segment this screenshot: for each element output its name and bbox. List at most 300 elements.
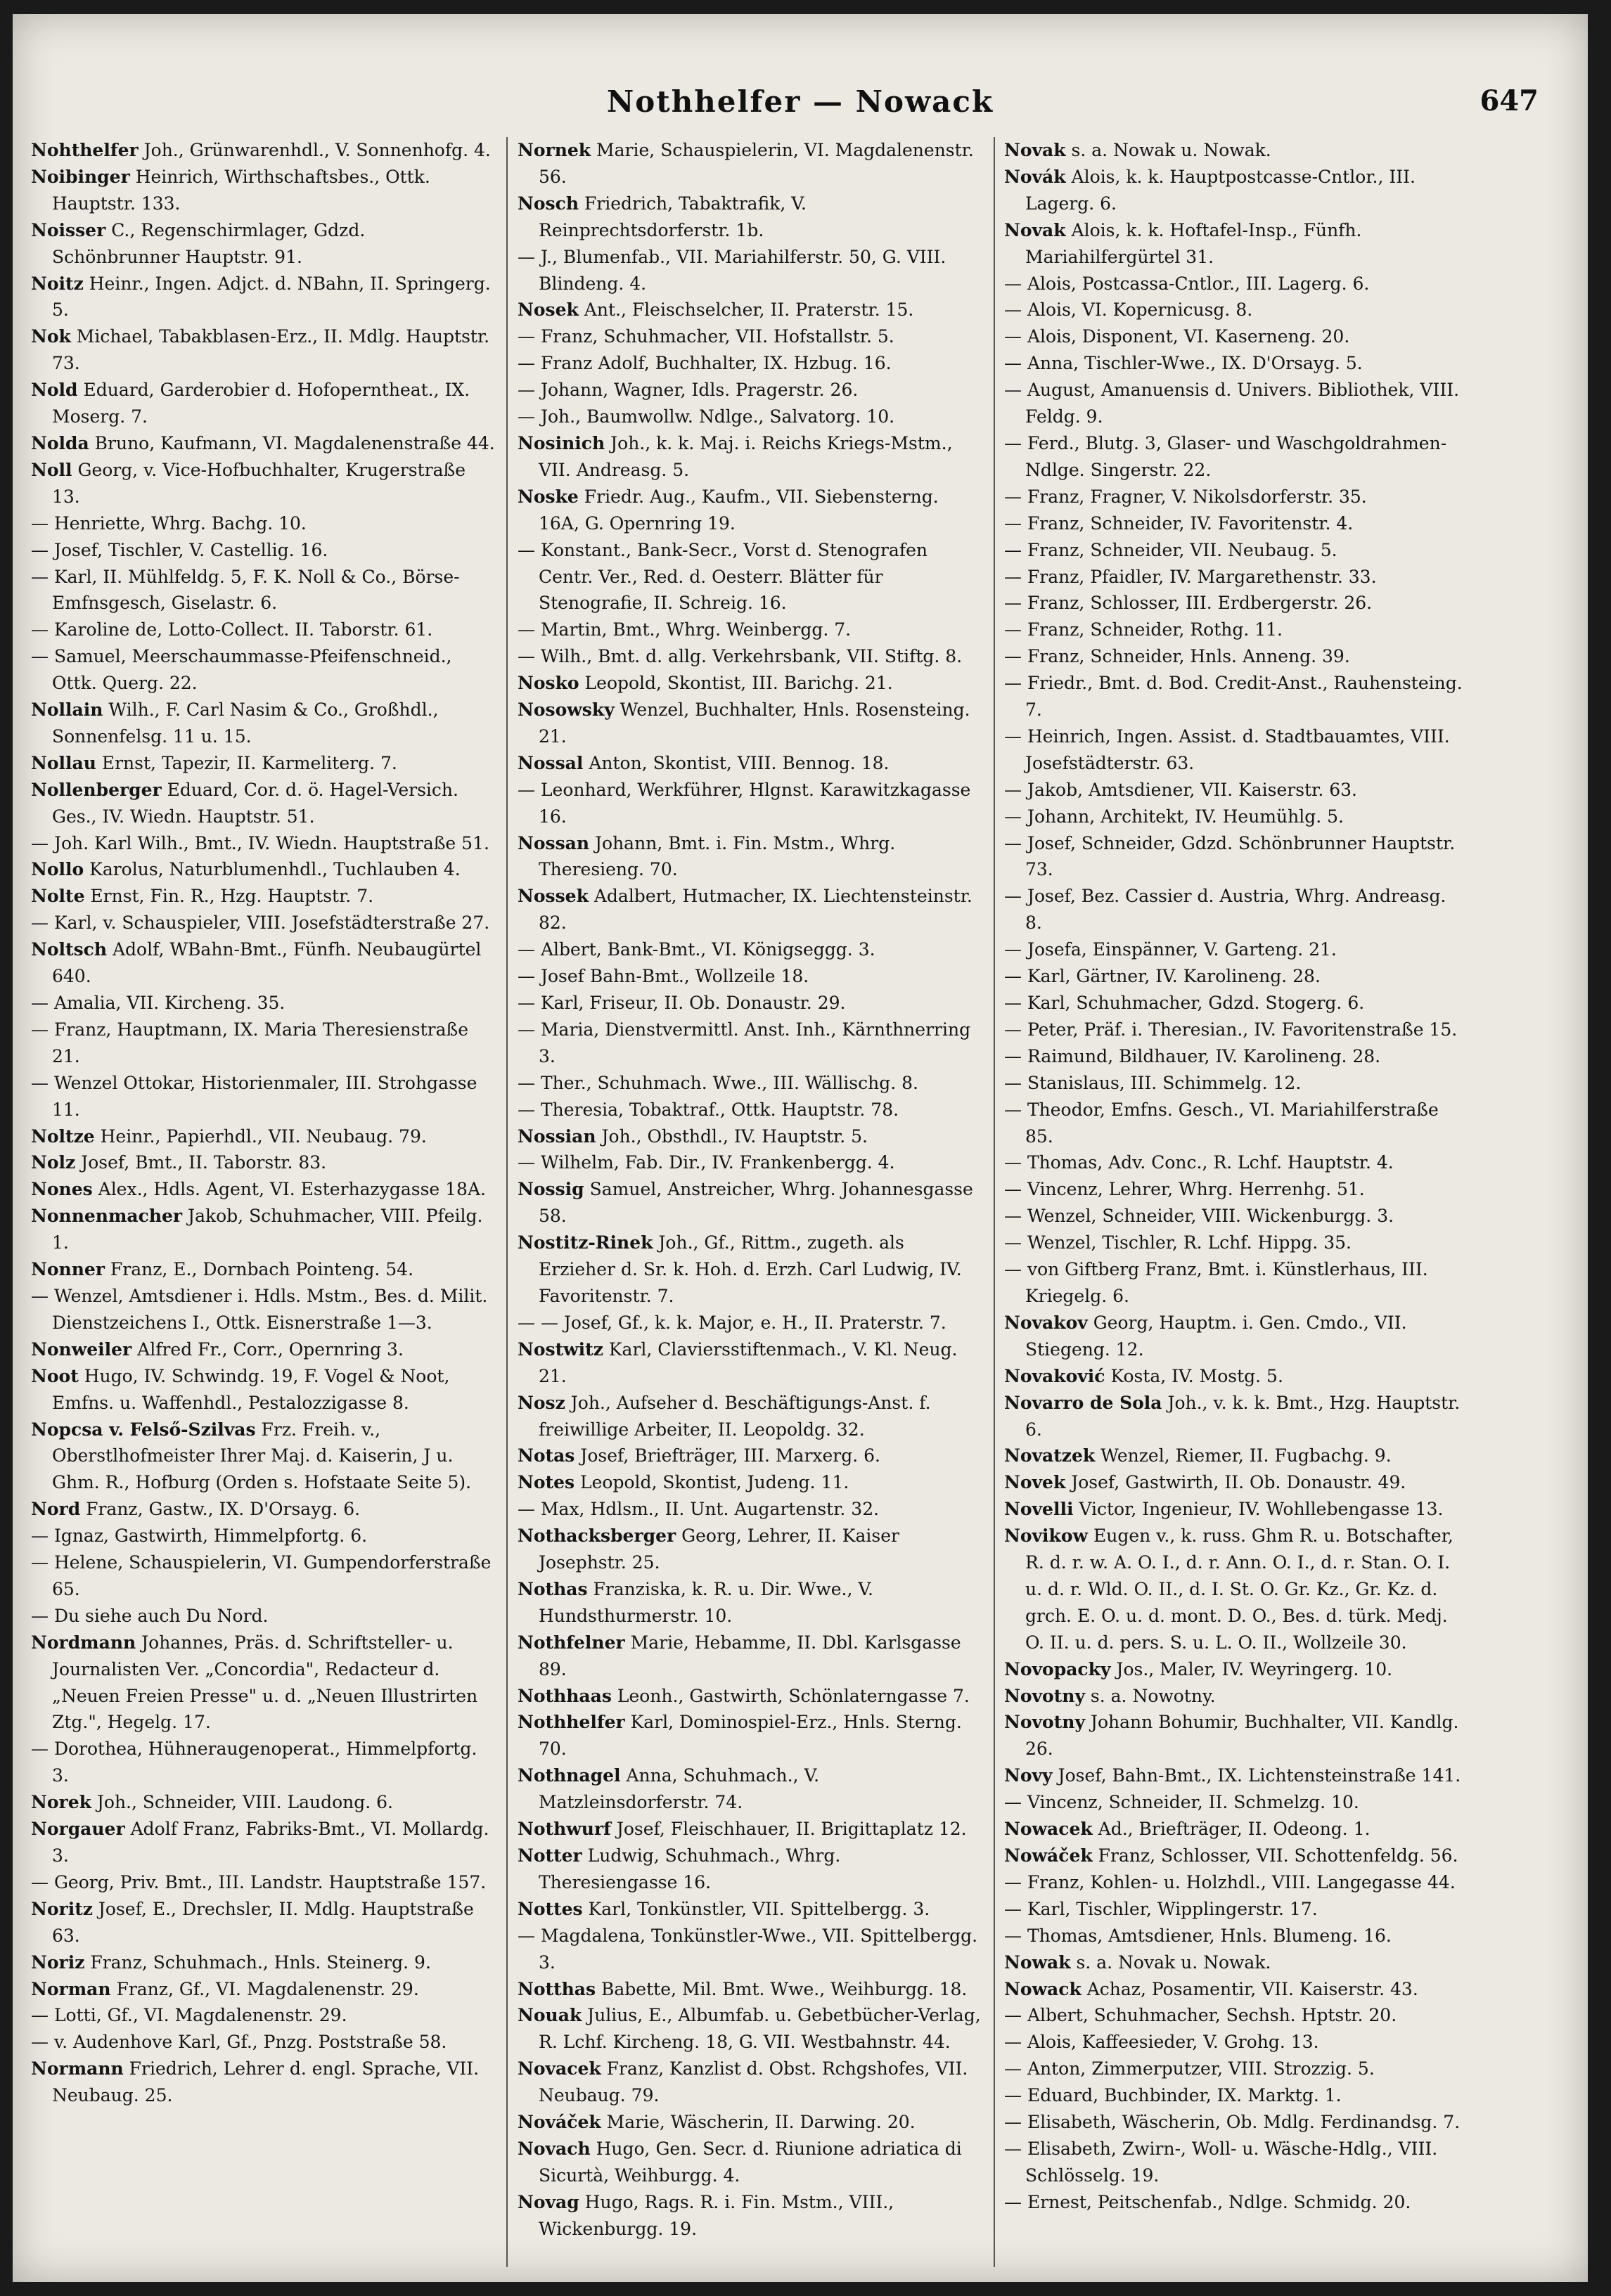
entry-surname: Noltsch: [31, 939, 108, 960]
entry-details: Franz, Gastw., IX. D'Orsayg. 6.: [80, 1499, 361, 1520]
entry-surname: Noot: [31, 1365, 79, 1386]
directory-entry: [1004, 777, 1468, 804]
entry-details: — August, Amanuensis d. Univers. Bibliothek, VIII. Feldg. 9.: [1004, 380, 1460, 427]
entry-details: Samuel, Anstreicher, Whrg. Johannesgasse 58.: [539, 1179, 973, 1227]
entry-details: — Albert, Schuhmacher, Sechsh. Hptstr. 20.: [1004, 2005, 1397, 2026]
entry-details: Eugen v., k. russ. Ghm R. u. Botschafter, R. d. r. w. A. O. I., d. r. Ann. O. I., d. r. Stan. O. I. u. d. r. Wld. O. II., d. I. St. O. Gr. Kz., Gr. Kz. d. grch. E. O. u. d. mont. D. O., Bes. d. türk. Medj. O. II. u. d. pers. S. u. L. O. II., Wollzeile 30.: [1025, 1526, 1453, 1653]
directory-entry: [31, 537, 495, 564]
directory-entry: [518, 1762, 982, 1816]
directory-entry: [1004, 1949, 1468, 1976]
entry-details: Ernst, Fin. R., Hzg. Hauptstr. 7.: [84, 886, 374, 907]
entry-surname: Nostwitz: [518, 1339, 603, 1360]
entry-details: Josef, Briefträger, III. Marxerg. 6.: [575, 1445, 880, 1466]
directory-entry: [1004, 1789, 1468, 1816]
column-2: [518, 137, 982, 2274]
entry-details: — Franz, Schneider, Rothg. 11.: [1004, 619, 1283, 640]
directory-entry: [518, 1176, 982, 1230]
entry-details: Michael, Tabakblasen-Erz., II. Mdlg. Hauptstr. 73.: [52, 326, 490, 374]
entry-surname: Norman: [31, 1978, 111, 1999]
entry-surname: Novatzek: [1004, 1445, 1096, 1466]
entry-details: Alex., Hdls. Agent, VI. Esterhazygasse 18A.: [92, 1179, 486, 1200]
directory-entry: [1004, 1070, 1468, 1097]
entry-details: — Franz, Schuhmacher, VII. Hofstallstr. 5.: [518, 326, 894, 347]
entry-details: — Josef, Bez. Cassier d. Austria, Whrg. Andreasg. 8.: [1004, 886, 1446, 934]
entry-details: Josef, Bahn-Bmt., IX. Lichtensteinstraße 141.: [1052, 1765, 1461, 1786]
entry-details: — Karl, Tischler, Wipplingerstr. 17.: [1004, 1898, 1318, 1919]
directory-entry: [518, 484, 982, 537]
entry-surname: Notter: [518, 1845, 582, 1866]
directory-entry: [518, 990, 982, 1017]
entry-details: Julius, E., Albumfab. u. Gebetbücher-Verlag, R. Lchf. Kircheng. 18, G. VII. Westbahnstr. 44.: [539, 2005, 981, 2053]
directory-entry: [518, 1683, 982, 1710]
entry-details: Alois, k. k. Hauptpostcasse-Cntlor., III. Lagerg. 6.: [1025, 166, 1416, 214]
directory-entry: [518, 697, 982, 750]
entry-details: Wenzel, Riemer, II. Fugbachg. 9.: [1095, 1445, 1392, 1466]
entry-details: Josef, Bmt., II. Taborstr. 83.: [75, 1152, 327, 1173]
entry-details: Jos., Maler, IV. Weyringerg. 10.: [1110, 1658, 1393, 1679]
entry-details: Kosta, IV. Mostg. 5.: [1105, 1365, 1283, 1386]
entry-details: — Alois, Postcassa-Cntlor., III. Lagerg. 6.: [1004, 273, 1370, 294]
directory-entry: [1004, 830, 1468, 884]
directory-entry: [518, 2056, 982, 2109]
directory-entry: [518, 1149, 982, 1176]
directory-entry: [1004, 1017, 1468, 1043]
entry-surname: Nowak: [1004, 1952, 1071, 1973]
directory-entry: [1004, 1043, 1468, 1070]
entry-details: — Theresia, Tobaktraf., Ottk. Hauptstr. 78.: [518, 1099, 899, 1120]
entry-details: Joh., Schneider, VIII. Laudong. 6.: [91, 1792, 394, 1813]
entry-details: Joh., Obsthdl., IV. Hauptstr. 5.: [596, 1126, 868, 1147]
entry-details: Hugo, Gen. Secr. d. Riunione adriatica di Sicurtà, Weihburgg. 4.: [539, 2138, 962, 2186]
entry-details: s. a. Novak u. Nowak.: [1070, 1952, 1271, 1973]
entry-details: — Thomas, Adv. Conc., R. Lchf. Hauptstr. 4.: [1004, 1152, 1394, 1173]
entry-details: Joh., Grünwarenhdl., V. Sonnenhofg. 4.: [138, 140, 491, 160]
entry-details: — Anton, Zimmerputzer, VIII. Strozzig. 5.: [1004, 2058, 1375, 2079]
entry-details: — Josefa, Einspänner, V. Garteng. 21.: [1004, 939, 1337, 960]
entry-surname: Novák: [1004, 166, 1066, 187]
entry-details: Ad., Briefträger, II. Odeong. 1.: [1092, 1819, 1371, 1840]
entry-details: Adalbert, Hutmacher, IX. Liechtensteinstr. 82.: [539, 886, 973, 934]
entry-surname: Novag: [518, 2191, 579, 2212]
directory-entry: [31, 271, 495, 324]
directory-entry: [1004, 1709, 1468, 1762]
directory-entry: [1004, 590, 1468, 617]
directory-entry: [31, 1549, 495, 1603]
entry-surname: Nottes: [518, 1898, 583, 1919]
entry-details: — Karl, II. Mühlfeldg. 5, F. K. Noll & Co., Börse-Emfnsgesch, Giselastr. 6.: [31, 566, 460, 614]
directory-entry: [1004, 1310, 1468, 1363]
entry-surname: Noll: [31, 459, 72, 480]
directory-entry: [518, 1443, 982, 1469]
entry-details: Joh., Gf., Rittm., zugeth. als Erzieher d. Sr. k. Hoh. d. Erzh. Carl Ludwig, IV. Favoritenstr. 7.: [539, 1232, 962, 1306]
entry-details: — Ernest, Peitschenfab., Ndlge. Schmidg. 20.: [1004, 2191, 1411, 2212]
entry-details: Heinr., Papierhdl., VII. Neubaug. 79.: [94, 1126, 427, 1147]
entry-details: Leopold, Skontist, III. Barichg. 21.: [579, 673, 893, 694]
directory-entry: [1004, 963, 1468, 990]
directory-entry: [1004, 617, 1468, 643]
entry-details: — Vincenz, Schneider, II. Schmelzg. 10.: [1004, 1792, 1359, 1813]
directory-entry: [31, 617, 495, 643]
entry-details: — Ferd., Blutg. 3, Glaser- und Waschgoldrahmen-Ndlge. Singerstr. 22.: [1004, 432, 1447, 480]
directory-entry: [1004, 723, 1468, 777]
directory-entry: [518, 1469, 982, 1496]
directory-entry: [31, 1496, 495, 1523]
entry-details: — Karl, v. Schauspieler, VIII. Josefstädterstraße 27.: [31, 912, 490, 934]
entry-surname: Nolte: [31, 886, 85, 907]
entry-details: Eduard, Cor. d. ö. Hagel-Versich. Ges., IV. Wiedn. Hauptstr. 51.: [52, 779, 458, 827]
entry-details: Marie, Wäscherin, II. Darwing. 20.: [601, 2112, 916, 2133]
directory-entry: [518, 1709, 982, 1762]
entry-surname: Noitz: [31, 273, 84, 294]
directory-entry: [1004, 564, 1468, 591]
entry-details: — Max, Hdlsm., II. Unt. Augartenstr. 32.: [518, 1499, 880, 1520]
entry-surname: Novy: [1004, 1765, 1053, 1786]
directory-entry: [518, 1523, 982, 1576]
entry-details: Friedrich, Tabaktrafik, V. Reinprechtsdorferstr. 1b.: [539, 193, 807, 240]
entry-details: Karl, Tonkünstler, VII. Spittelbergg. 3.: [582, 1898, 930, 1919]
entry-details: s. a. Nowak u. Nowak.: [1065, 140, 1271, 160]
entry-details: Johannes, Präs. d. Schriftsteller- u. Journalisten Ver. „Concordia", Redacteur d. „Neuen Freien Presse" u. d. „Neuen Illustrirten Ztg.", Hegelg. 17.: [52, 1632, 478, 1733]
entry-surname: Nossal: [518, 752, 584, 773]
directory-entry: [1004, 1762, 1468, 1789]
entry-surname: Nollenberger: [31, 779, 162, 800]
entry-details: Josef, Fleischhauer, II. Brigittaplatz 12.: [610, 1819, 967, 1840]
entry-details: s. a. Nowotny.: [1084, 1685, 1216, 1706]
entry-details: Johann Bohumir, Buchhalter, VII. Kandlg. 26.: [1025, 1712, 1459, 1760]
directory-entry: [1004, 1363, 1468, 1390]
entry-details: Franz, Kanzlist d. Obst. Rchgshofes, VII. Neubaug. 79.: [539, 2058, 968, 2106]
directory-entry: [1004, 1816, 1468, 1843]
entry-surname: Notthas: [518, 1978, 596, 1999]
directory-entry: [518, 2109, 982, 2136]
entry-details: Franz, E., Dornbach Pointeng. 54.: [104, 1259, 414, 1280]
directory-entry: [518, 830, 982, 884]
entry-details: — Joh. Karl Wilh., Bmt., IV. Wiedn. Hauptstraße 51.: [31, 832, 489, 853]
directory-entry: [1004, 2002, 1468, 2029]
entry-details: Leonh., Gastwirth, Schönlaterngasse 7.: [611, 1685, 970, 1706]
entry-details: — Franz, Kohlen- u. Holzhdl., VIII. Langegasse 44.: [1004, 1871, 1456, 1892]
directory-entry: [518, 297, 982, 323]
entry-surname: Nord: [31, 1499, 81, 1520]
directory-entry: [518, 777, 982, 830]
entry-details: Anna, Schuhmach., V. Matzleinsdorferstr. 74.: [539, 1765, 820, 1813]
entry-surname: Nosowsky: [518, 699, 615, 721]
entry-details: Victor, Ingenieur, IV. Wohllebengasse 13.: [1073, 1499, 1444, 1520]
entry-details: — Vincenz, Lehrer, Whrg. Herrenhg. 51.: [1004, 1179, 1365, 1200]
directory-entry: [31, 457, 495, 510]
entry-details: — Dorothea, Hühneraugenoperat., Himmelpfortg. 3.: [31, 1739, 477, 1786]
entry-surname: Nosz: [518, 1392, 565, 1413]
entry-details: Achaz, Posamentir, VII. Kaiserstr. 43.: [1081, 1978, 1418, 1999]
entry-details: Hugo, IV. Schwindg. 19, F. Vogel & Noot, Emfns. u. Waffenhdl., Pestalozzigasse 8.: [52, 1365, 450, 1413]
entry-surname: Noibinger: [31, 166, 130, 187]
directory-entry: [31, 1976, 495, 2003]
directory-entry: [31, 1176, 495, 1203]
entry-surname: Nollo: [31, 859, 84, 880]
directory-entry: [1004, 1469, 1468, 1496]
entry-surname: Nornek: [518, 140, 591, 160]
entry-details: — Wenzel Ottokar, Historienmaler, III. Strohgasse 11.: [31, 1072, 477, 1120]
entry-surname: Noritz: [31, 1898, 93, 1919]
directory-entry: [1004, 1390, 1468, 1443]
directory-entry: [1004, 1843, 1468, 1869]
entry-surname: Nosek: [518, 299, 579, 321]
entry-surname: Novotny: [1004, 1712, 1085, 1733]
entry-surname: Nowáček: [1004, 1845, 1093, 1866]
entry-details: Alfred Fr., Corr., Opernring 3.: [131, 1339, 404, 1360]
entry-details: Franz, Gf., VI. Magdalenenstr. 29.: [110, 1978, 419, 1999]
entry-details: C., Regenschirmlager, Gdzd. Schönbrunner Hauptstr. 91.: [52, 219, 366, 267]
directory-entry: [31, 750, 495, 777]
column-divider: [994, 137, 995, 2267]
entry-details: — Wilh., Bmt. d. allg. Verkehrsbank, VII. Stiftg. 8.: [518, 646, 963, 667]
directory-entry: [1004, 2136, 1468, 2189]
directory-entry: [518, 1923, 982, 1976]
directory-entry: [518, 1816, 982, 1843]
directory-entry: [31, 910, 495, 936]
entry-surname: Nolda: [31, 432, 89, 453]
directory-entry: [1004, 1149, 1468, 1176]
entry-details: — Wenzel, Schneider, VIII. Wickenburgg. 3.: [1004, 1206, 1394, 1227]
directory-entry: [31, 936, 495, 990]
entry-details: — Wenzel, Tischler, R. Lchf. Hippg. 35.: [1004, 1232, 1352, 1253]
entry-surname: Nordmann: [31, 1632, 136, 1653]
directory-entry: [31, 564, 495, 617]
entry-details: Wenzel, Buchhalter, Hnls. Rosensteing. 21.: [539, 699, 970, 747]
entry-details: Alois, k. k. Hoftafel-Insp., Fünfh. Mariahilfergürtel 31.: [1025, 219, 1362, 267]
directory-entry: [1004, 2189, 1468, 2216]
directory-entry: [31, 137, 495, 164]
directory-entry: [1004, 1976, 1468, 2003]
entry-surname: Noriz: [31, 1952, 85, 1973]
entry-surname: Noltze: [31, 1126, 95, 1147]
entry-details: — Johann, Architekt, IV. Heumühlg. 5.: [1004, 806, 1344, 827]
directory-entry: [31, 217, 495, 271]
directory-entry: [518, 191, 982, 244]
entry-details: — Wenzel, Amtsdiener i. Hdls. Mstm., Bes. d. Milit. Dienstzeichens I., Ottk. Eisnerstraße 1—3.: [31, 1285, 488, 1333]
entry-details: — Samuel, Meerschaummasse-Pfeifenschneid., Ottk. Querg. 22.: [31, 646, 452, 694]
directory-entry: [31, 164, 495, 217]
entry-surname: Nothas: [518, 1578, 588, 1599]
directory-entry: [518, 404, 982, 430]
directory-entry: [518, 137, 982, 191]
entry-details: Georg, Lehrer, II. Kaiser Josephstr. 25.: [539, 1526, 899, 1573]
directory-entry: [31, 883, 495, 910]
directory-entry: [1004, 271, 1468, 297]
directory-entry: [1004, 1683, 1468, 1710]
directory-entry: [1004, 804, 1468, 830]
directory-entry: [31, 1417, 495, 1497]
entry-surname: Nothnagel: [518, 1765, 621, 1786]
directory-entry: [518, 350, 982, 377]
entry-surname: Nothhaas: [518, 1685, 612, 1706]
entry-surname: Nonweiler: [31, 1339, 132, 1360]
entry-details: — Friedr., Bmt. d. Bod. Credit-Anst., Rauhensteing. 7.: [1004, 673, 1463, 721]
column-1: [31, 137, 495, 2274]
directory-entry: [518, 1390, 982, 1443]
entry-details: — Magdalena, Tonkünstler-Wwe., VII. Spittelbergg. 3.: [518, 1925, 978, 1973]
directory-entry: [518, 1630, 982, 1683]
entry-details: Marie, Schauspielerin, VI. Magdalenenstr. 56.: [539, 140, 974, 187]
entry-details: — Johann, Wagner, Idls. Pragerstr. 26.: [518, 380, 859, 401]
directory-entry: [31, 2029, 495, 2056]
entry-details: Marie, Hebamme, II. Dbl. Karlsgasse 89.: [539, 1632, 961, 1679]
entry-details: Franziska, k. R. u. Dir. Wwe., V. Hundsthurmerstr. 10.: [539, 1578, 873, 1626]
directory-entry: [518, 1230, 982, 1310]
directory-entry: [31, 830, 495, 857]
entry-details: Josef, E., Drechsler, II. Mdlg. Hauptstraße 63.: [52, 1898, 474, 1946]
entry-details: Franz, Schuhmach., Hnls. Steinerg. 9.: [84, 1952, 431, 1973]
page-header: [13, 84, 1588, 127]
directory-entry: [518, 1097, 982, 1123]
entry-details: — Franz Adolf, Buchhalter, IX. Hzbug. 16.: [518, 353, 892, 374]
entry-details: — Wilhelm, Fab. Dir., IV. Frankenbergg. 4.: [518, 1152, 895, 1173]
directory-entry: [31, 1336, 495, 1363]
directory-entry: [518, 1336, 982, 1390]
entry-surname: Nold: [31, 380, 78, 401]
entry-details: Wilh., F. Carl Nasim & Co., Großhdl., Sonnenfelsg. 11 u. 15.: [52, 699, 439, 747]
directory-entry: [31, 1203, 495, 1256]
entry-details: Josef, Gastwirth, II. Ob. Donaustr. 49.: [1065, 1472, 1406, 1493]
directory-entry: [1004, 1656, 1468, 1683]
directory-entry: [518, 883, 982, 936]
entry-details: Georg, v. Vice-Hofbuchhalter, Krugerstraße 13.: [52, 459, 466, 507]
entry-surname: Nones: [31, 1179, 93, 1200]
entry-details: — Josef, Tischler, V. Castellig. 16.: [31, 539, 328, 560]
entry-surname: Nollau: [31, 752, 96, 773]
entry-details: Joh., Aufseher d. Beschäftigungs-Anst. f. freiwillige Arbeiter, II. Leopoldg. 32.: [539, 1392, 931, 1440]
entry-details: — Alois, VI. Kopernicusg. 8.: [1004, 299, 1253, 321]
entry-surname: Novach: [518, 2138, 591, 2159]
entry-details: — Leonhard, Werkführer, Hlgnst. Karawitzkagasse 16.: [518, 779, 971, 827]
entry-surname: Nolz: [31, 1152, 76, 1173]
directory-entry: [31, 777, 495, 830]
directory-entry: [31, 2056, 495, 2109]
entry-surname: Novaković: [1004, 1365, 1105, 1386]
entry-details: — Josef, Schneider, Gdzd. Schönbrunner Hauptstr. 73.: [1004, 832, 1456, 880]
entry-details: Heinr., Ingen. Adjct. d. NBahn, II. Springerg. 5.: [52, 273, 491, 321]
directory-entry: [1004, 1923, 1468, 1949]
entry-surname: Nossian: [518, 1126, 596, 1147]
entry-details: — Du siehe auch Du Nord.: [31, 1605, 269, 1626]
entry-details: — v. Audenhove Karl, Gf., Pnzg. Poststraße 58.: [31, 2032, 447, 2053]
directory-entry: [1004, 1523, 1468, 1656]
entry-details: Karolus, Naturblumenhdl., Tuchlauben 4.: [84, 859, 461, 880]
directory-entry: [31, 643, 495, 697]
entry-details: — Lotti, Gf., VI. Magdalenenstr. 29.: [31, 2005, 347, 2026]
directory-entry: [31, 510, 495, 537]
entry-details: — Maria, Dienstvermittl. Anst. Inh., Kärnthnerring 3.: [518, 1019, 971, 1066]
entry-details: — Franz, Schneider, VII. Neubaug. 5.: [1004, 539, 1337, 560]
directory-entry: [31, 1070, 495, 1123]
directory-entry: [518, 537, 982, 617]
entry-surname: Nonnenmacher: [31, 1206, 183, 1227]
entry-details: — J., Blumenfab., VII. Mariahilferstr. 50, G. VIII. Blindeng. 4.: [518, 246, 946, 294]
entry-details: — Amalia, VII. Kircheng. 35.: [31, 993, 285, 1013]
entry-details: — Josef Bahn-Bmt., Wollzeile 18.: [518, 966, 809, 987]
entry-surname: Nouak: [518, 2005, 582, 2026]
entry-surname: Nothwurf: [518, 1819, 611, 1840]
entry-details: — Peter, Präf. i. Theresian., IV. Favoritenstraße 15.: [1004, 1019, 1458, 1040]
directory-entry: [518, 750, 982, 777]
entry-details: Friedr. Aug., Kaufm., VII. Siebensterng. 16A, G. Opernring 19.: [539, 486, 939, 534]
directory-entry: [518, 1070, 982, 1097]
directory-entry: [1004, 430, 1468, 484]
directory-entry: [1004, 1443, 1468, 1469]
entry-surname: Nováček: [518, 2112, 601, 2133]
entry-surname: Novopacky: [1004, 1658, 1111, 1679]
directory-entry: [31, 1523, 495, 1549]
directory-entry: [518, 2136, 982, 2189]
directory-entry: [518, 430, 982, 484]
directory-entry: [31, 377, 495, 430]
directory-entry: [1004, 1496, 1468, 1523]
entry-details: Adolf, WBahn-Bmt., Fünfh. Neubaugürtel 640.: [52, 939, 482, 987]
directory-entry: [518, 1017, 982, 1070]
directory-entry: [1004, 1203, 1468, 1230]
entry-surname: Nosko: [518, 673, 579, 694]
entry-details: Frz. Freih. v., Oberstlhofmeister Ihrer Maj. d. Kaiserin, J u. Ghm. R., Hofburg (Orden s. Hofstaate Seite 5).: [52, 1419, 472, 1493]
entry-details: Adolf Franz, Fabriks-Bmt., VI. Mollardg. 3.: [52, 1819, 489, 1866]
entry-details: — Karl, Gärtner, IV. Karolineng. 28.: [1004, 966, 1321, 987]
directory-entry: [31, 323, 495, 377]
directory-entry: [1004, 1097, 1468, 1150]
directory-entry: [1004, 1869, 1468, 1896]
entry-surname: Notas: [518, 1445, 575, 1466]
entry-surname: Nonner: [31, 1259, 105, 1280]
directory-entry: [1004, 2109, 1468, 2136]
entry-details: — Karl, Friseur, II. Ob. Donaustr. 29.: [518, 993, 846, 1013]
entry-details: — Elisabeth, Wäscherin, Ob. Mdlg. Ferdinandsg. 7.: [1004, 2112, 1461, 2133]
entry-details: — Alois, Disponent, VI. Kaserneng. 20.: [1004, 326, 1350, 347]
directory-entry: [518, 936, 982, 963]
directory-entry: [518, 1896, 982, 1923]
directory-entry: [31, 1630, 495, 1736]
entry-details: Ernst, Tapezir, II. Karmeliterg. 7.: [96, 752, 397, 773]
directory-entry: [1004, 1230, 1468, 1256]
entry-surname: Novelli: [1004, 1499, 1074, 1520]
entry-details: — Konstant., Bank-Secr., Vorst d. Stenografen Centr. Ver., Red. d. Oesterr. Blätter für Stenografie, II. Schreig. 16.: [518, 539, 928, 614]
entry-details: — Alois, Kaffeesieder, V. Grohg. 13.: [1004, 2032, 1319, 2053]
entry-surname: Nothacksberger: [518, 1526, 676, 1547]
directory-entry: [1004, 217, 1468, 271]
directory-entry: [31, 1789, 495, 1816]
entry-details: Eduard, Garderobier d. Hofoperntheat., IX. Moserg. 7.: [52, 380, 470, 427]
entry-details: Ludwig, Schuhmach., Whrg. Theresiengasse 16.: [539, 1845, 841, 1892]
entry-details: — Franz, Pfaidler, IV. Margarethenstr. 33.: [1004, 566, 1377, 587]
entry-details: Joh., k. k. Maj. i. Reichs Kriegs-Mstm., VII. Andreasg. 5.: [539, 432, 953, 480]
entry-details: — Georg, Priv. Bmt., III. Landstr. Hauptstraße 157.: [31, 1871, 487, 1892]
directory-entry: [518, 1310, 982, 1336]
entry-details: Karl, Claviersstiftenmach., V. Kl. Neug. 21.: [539, 1339, 958, 1386]
directory-entry: [1004, 137, 1468, 164]
directory-entry: [1004, 377, 1468, 430]
entry-surname: Notes: [518, 1472, 575, 1493]
directory-entry: [518, 2002, 982, 2056]
entry-details: — Jakob, Amtsdiener, VII. Kaiserstr. 63.: [1004, 779, 1357, 800]
entry-details: — Ther., Schuhmach. Wwe., III. Wällischg. 8.: [518, 1072, 918, 1093]
entry-surname: Nosinich: [518, 432, 605, 453]
directory-page: [13, 14, 1588, 2282]
entry-surname: Novacek: [518, 2058, 601, 2079]
entry-surname: Nosch: [518, 193, 579, 214]
directory-entry: [1004, 670, 1468, 723]
entry-surname: Nowack: [1004, 1978, 1082, 1999]
entry-details: Franz, Schlosser, VII. Schottenfeldg. 56.: [1092, 1845, 1458, 1866]
directory-entry: [518, 670, 982, 697]
entry-surname: Noske: [518, 486, 579, 507]
directory-entry: [1004, 936, 1468, 963]
